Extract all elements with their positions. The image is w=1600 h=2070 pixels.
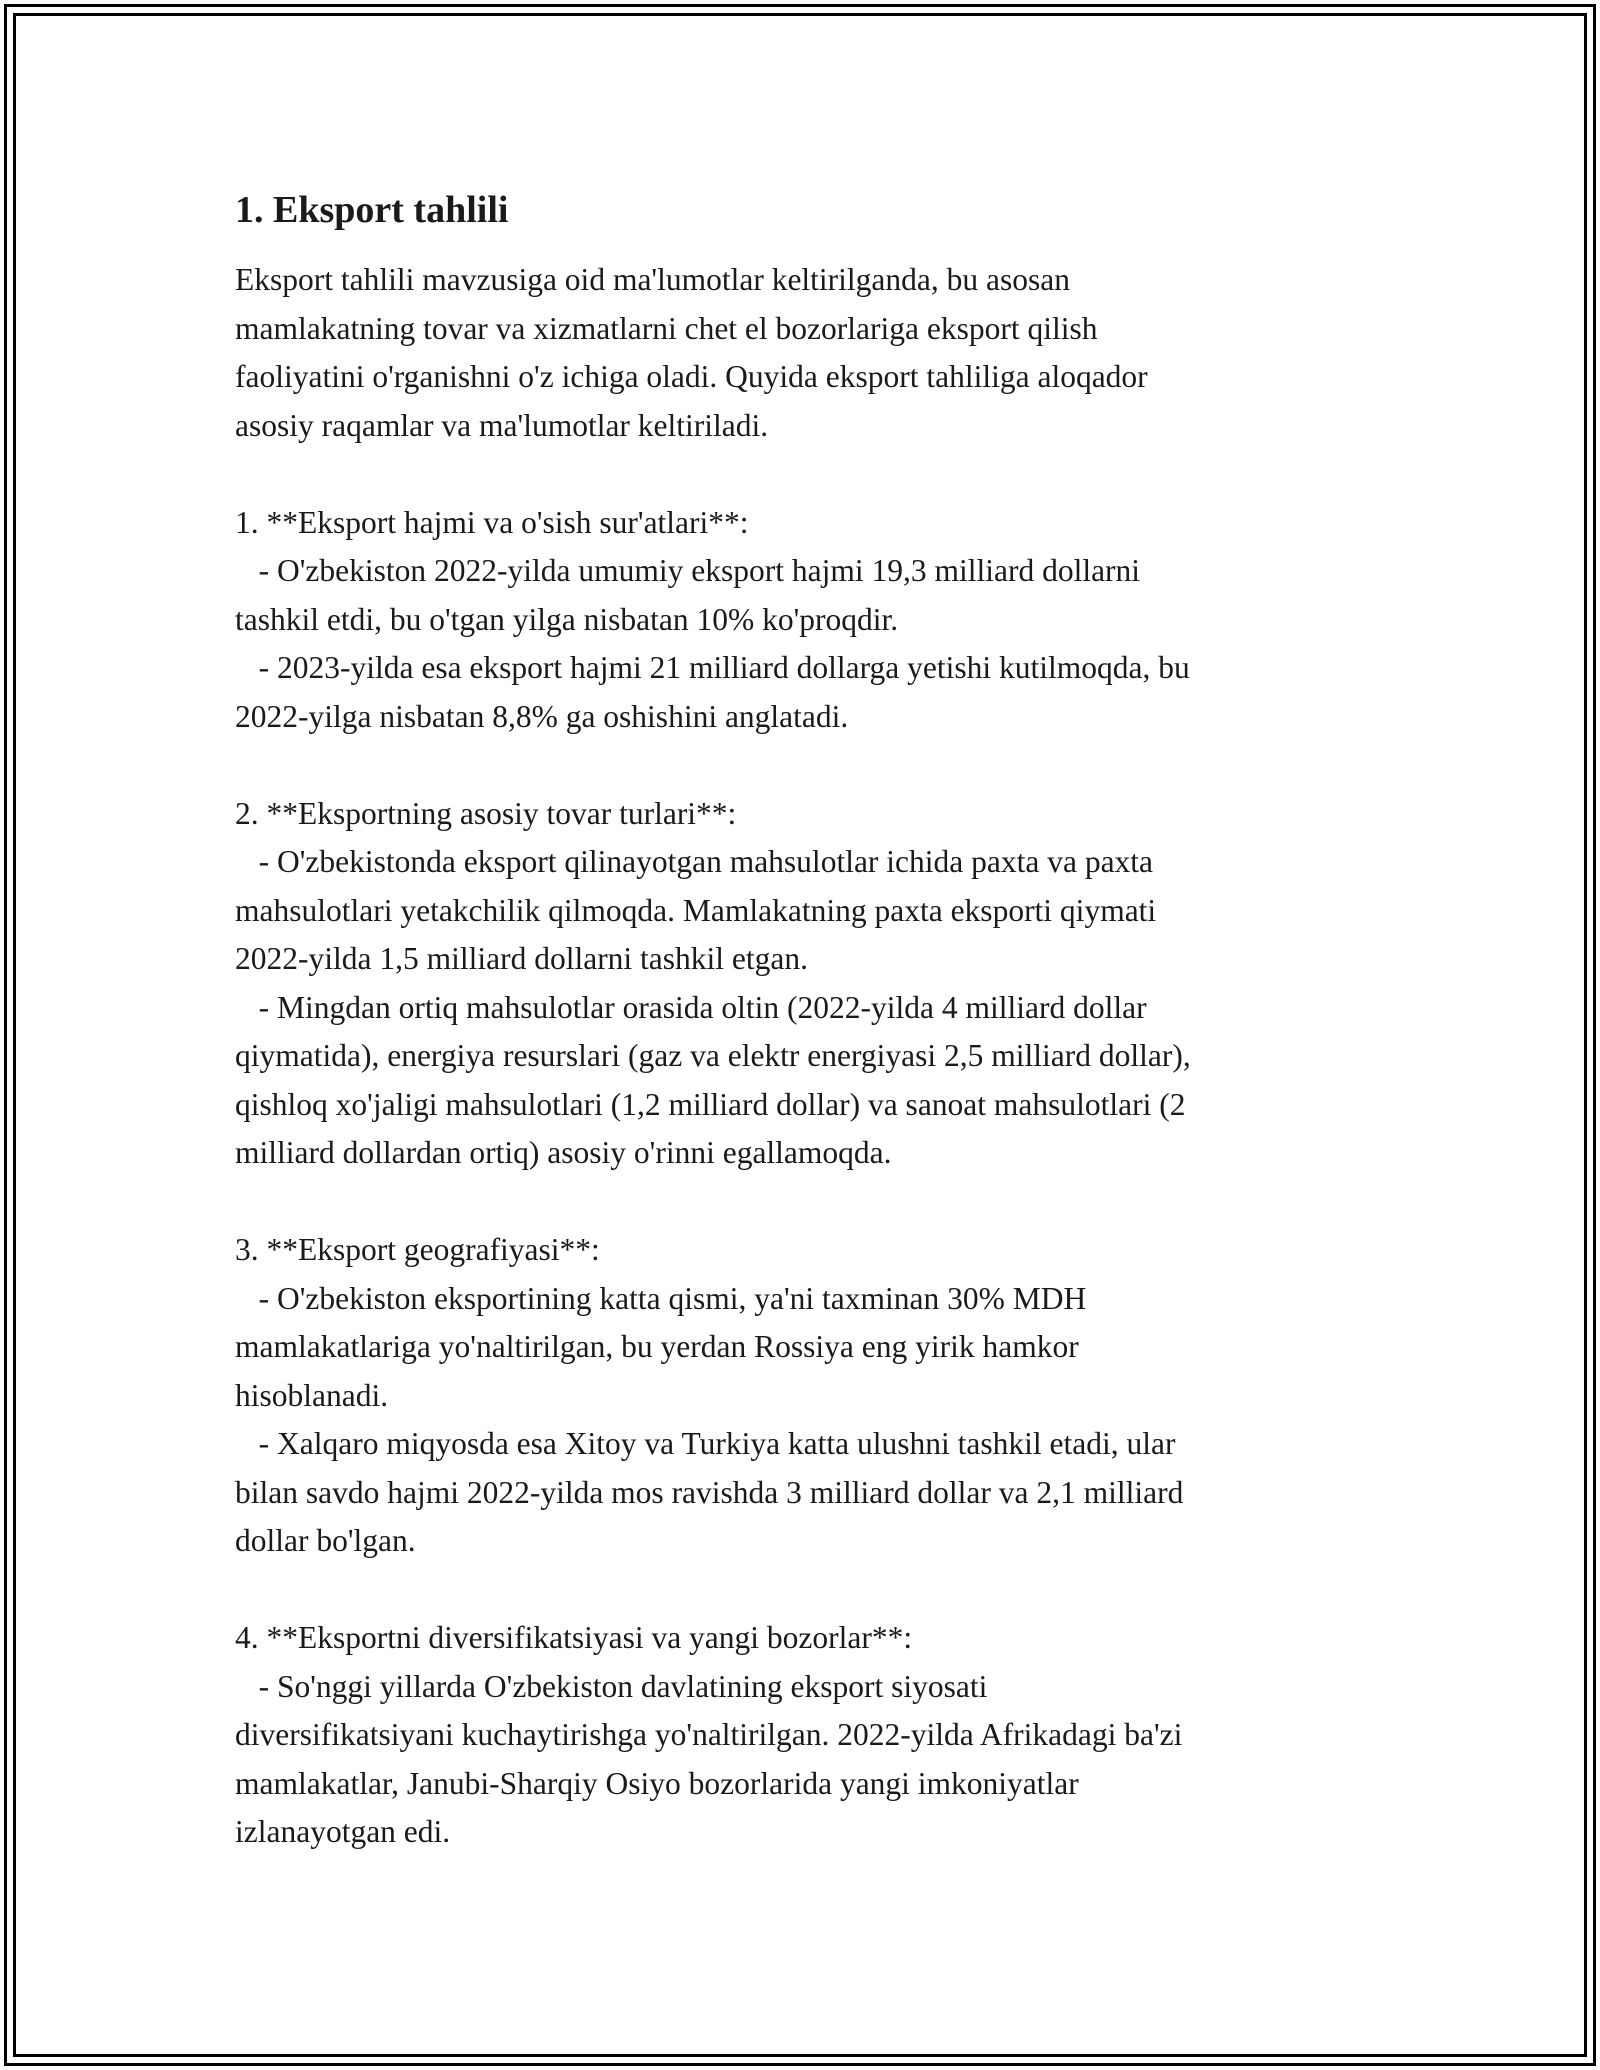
- document-title: 1. Eksport tahlili: [235, 189, 509, 231]
- document-body: Eksport tahlili mavzusiga oid ma'lumotlar keltirilganda, bu asosan mamlakatning tovar va xizmatlarni chet el bozorlariga eksport qilish faoliyatini o'rganishni o'z ichiga oladi. Quyida eksport tahliliga aloqador asosiy raqamlar va ma'lumotlar keltiriladi. 1. **Eksport hajmi va o'sish sur'atlari**: - O'zbekiston 2022-yilda umumiy eksport hajmi 19,3 milliard dollarni tashkil etdi, bu o'tgan yilga nisbatan 10% ko'proqdir. - 2023-yilda esa eksport hajmi 21 milliard dollarga yetishi kutilmoqda, bu 2022-yilga nisbatan 8,8% ga oshishini anglatadi. 2. **Eksportning asosiy tovar turlari**: - O'zbekistonda eksport qilinayotgan mahsulotlar ichida paxta va paxta mahsulotlari yetakchilik qilmoqda. Mamlakatning paxta eksporti qiymati 2022-yilda 1,5 milliard dollarni tashkil etgan. - Mingdan ortiq mahsulotlar orasida oltin (2022-yilda 4 milliard dollar qiymatida), energiya resurslari (gaz va elektr energiyasi 2,5 milliard dollar), qishloq xo'jaligi mahsulotlari (1,2 milliard dollar) va sanoat mahsulotlari (2 milliard dollardan ortiq) asosiy o'rinni egallamoqda. 3. **Eksport geografiyasi**: - O'zbekiston eksportining katta qismi, ya'ni taxminan 30% MDH mamlakatlariga yo'naltirilgan, bu yerdan Rossiya eng yirik hamkor hisoblanadi. - Xalqaro miqyosda esa Xitoy va Turkiya katta ulushni tashkil etadi, ular bilan savdo hajmi 2022-yilda mos ravishda 3 milliard dollar va 2,1 milliard dollar bo'lgan. 4. **Eksportni diversifikatsiyasi va yangi bozorlar**: - So'nggi yillarda O'zbekiston davlatining eksport siyosati diversifikatsiyani kuchaytirishga yo'naltirilgan. 2022-yilda Afrikadagi ba'zi mamlakatlar, Janubi-Sharqiy Osiyo bozorlarida yangi imkoniyatlar izlanayotgan edi.: [235, 262, 1191, 1849]
- document-content: [235, 186, 1375, 1857]
